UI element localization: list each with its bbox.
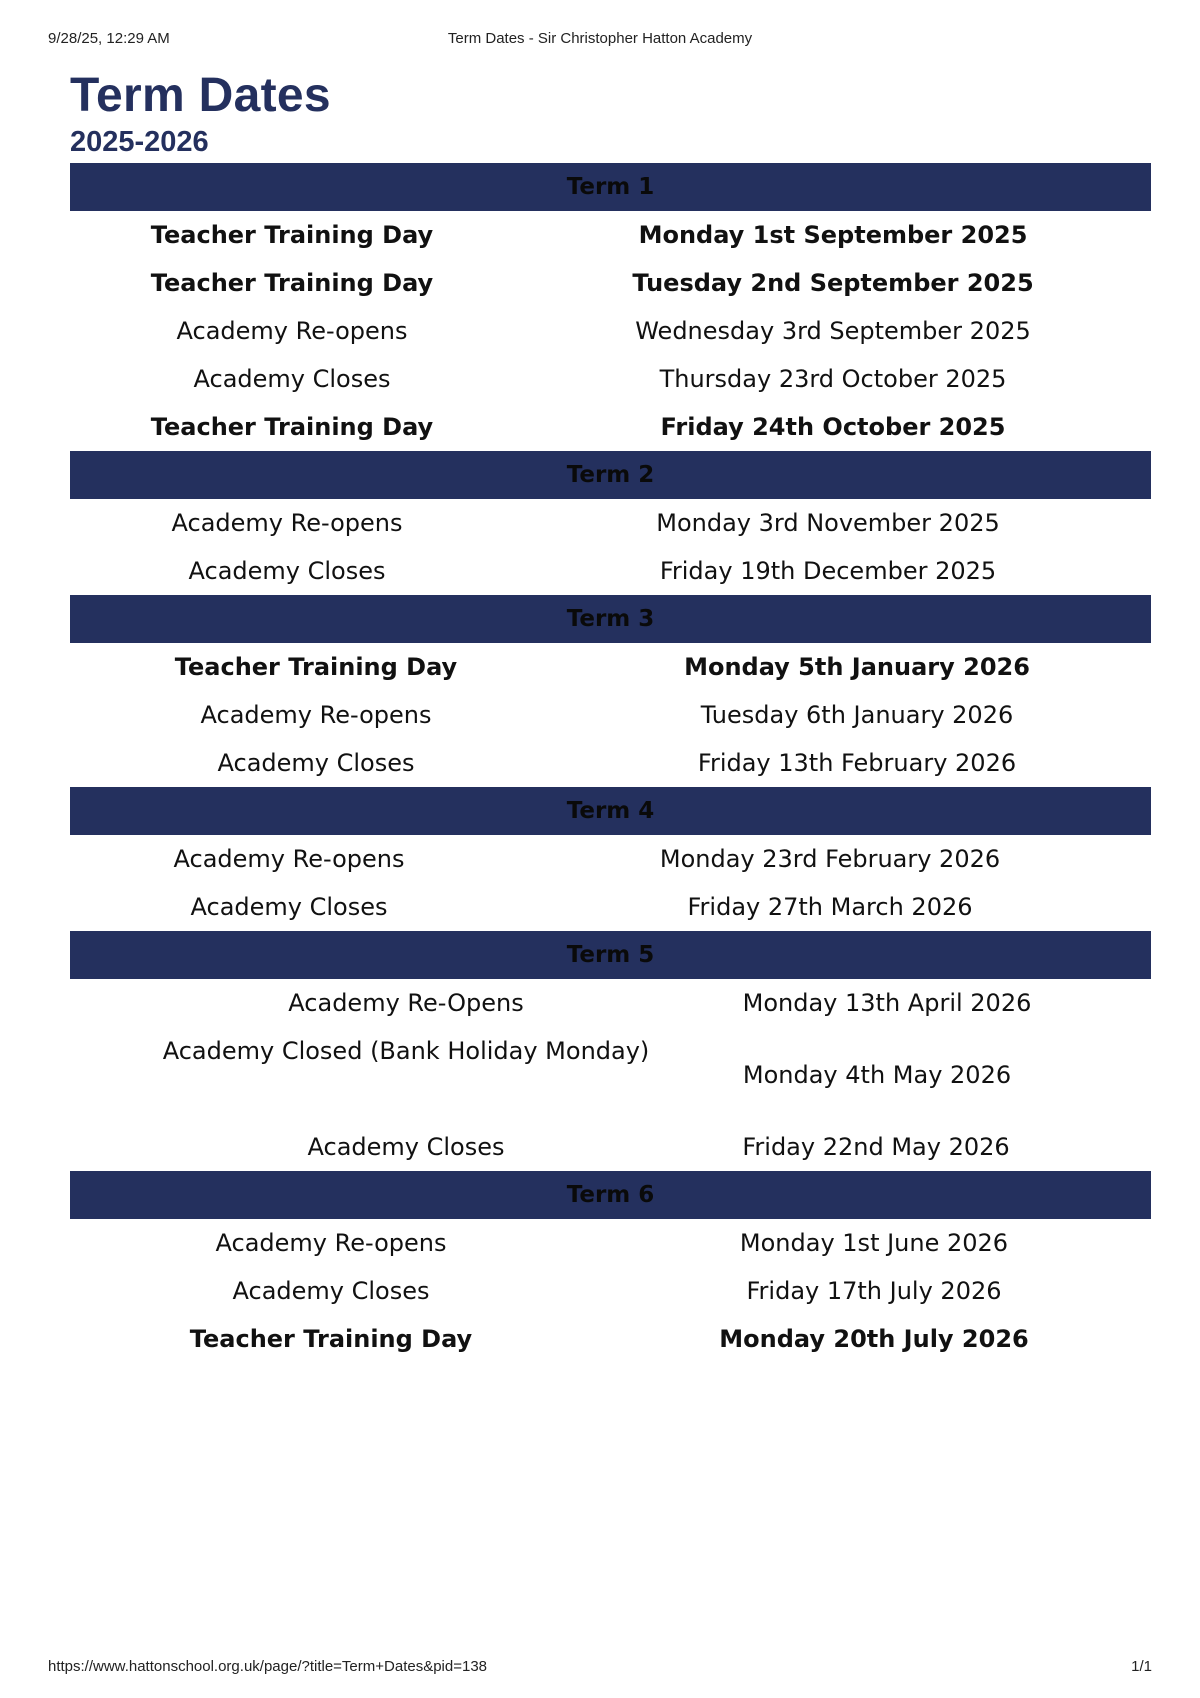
- table-row: [70, 259, 1151, 307]
- date-cell: Tuesday 6th January 2026: [700, 701, 1014, 729]
- date-cell: Friday 17th July 2026: [746, 1277, 1002, 1305]
- date-cell: Wednesday 3rd September 2025: [635, 317, 1031, 345]
- table-row: [70, 1219, 1151, 1267]
- term-dates-table: [70, 163, 1151, 1363]
- table-row: [70, 355, 1151, 403]
- table-row: [70, 739, 1151, 787]
- date-cell: Friday 27th March 2026: [687, 893, 973, 921]
- table-row: [70, 499, 1151, 547]
- date-cell: Thursday 23rd October 2025: [659, 365, 1007, 393]
- table-row: [70, 979, 1151, 1027]
- table-row: [70, 1315, 1151, 1363]
- print-header: [48, 30, 1152, 52]
- event-cell: Academy Re-opens: [173, 845, 405, 873]
- date-cell: Monday 1st June 2026: [739, 1229, 1009, 1257]
- date-cell: Monday 3rd November 2025: [656, 509, 1000, 537]
- date-cell: Tuesday 2nd September 2025: [632, 269, 1034, 297]
- event-cell: Academy Re-opens: [171, 509, 403, 537]
- event-cell: Academy Closes: [188, 557, 386, 585]
- page-number: 1/1: [1131, 1658, 1152, 1675]
- table-row: [70, 835, 1151, 883]
- event-cell: Academy Closes: [193, 365, 391, 393]
- date-cell: Monday 1st September 2025: [638, 221, 1028, 249]
- date-cell: Friday 24th October 2025: [660, 413, 1006, 441]
- event-cell: Academy Closed (Bank Holiday Monday): [162, 1037, 650, 1065]
- page-title: Term Dates: [70, 69, 331, 122]
- table-row: [70, 643, 1151, 691]
- date-cell: Monday 5th January 2026: [684, 653, 1030, 681]
- event-cell: Academy Closes: [307, 1133, 505, 1161]
- table-row: [70, 403, 1151, 451]
- event-cell: Teacher Training Day: [150, 413, 434, 441]
- event-cell: Academy Closes: [190, 893, 388, 921]
- event-cell: Teacher Training Day: [189, 1325, 473, 1353]
- table-row: [70, 547, 1151, 595]
- event-cell: Academy Re-opens: [200, 701, 432, 729]
- event-cell: Academy Re-opens: [215, 1229, 447, 1257]
- table-row: [70, 1027, 1151, 1123]
- print-page-title: Term Dates - Sir Christopher Hatton Academy: [447, 30, 753, 47]
- term-header: Term 2: [70, 451, 1151, 499]
- term-header: Term 3: [70, 595, 1151, 643]
- event-cell: Academy Re-Opens: [288, 989, 524, 1017]
- table-row: [70, 883, 1151, 931]
- date-cell: Monday 4th May 2026: [742, 1061, 1012, 1089]
- term-header: Term 6: [70, 1171, 1151, 1219]
- term-header: Term 1: [70, 163, 1151, 211]
- date-cell: Friday 19th December 2025: [659, 557, 997, 585]
- term-header: Term 4: [70, 787, 1151, 835]
- page-subtitle: 2025-2026: [70, 126, 209, 158]
- print-datetime: 9/28/25, 12:29 AM: [48, 30, 170, 47]
- event-cell: Teacher Training Day: [150, 269, 434, 297]
- date-cell: Friday 22nd May 2026: [742, 1133, 1010, 1161]
- date-cell: Monday 13th April 2026: [742, 989, 1032, 1017]
- event-cell: Teacher Training Day: [174, 653, 458, 681]
- table-row: [70, 307, 1151, 355]
- event-cell: Academy Closes: [217, 749, 415, 777]
- table-row: [70, 1267, 1151, 1315]
- event-cell: Academy Re-opens: [176, 317, 408, 345]
- print-url: https://www.hattonschool.org.uk/page/?title=Term+Dates&pid=138: [48, 1658, 488, 1675]
- date-cell: Monday 23rd February 2026: [659, 845, 1001, 873]
- event-cell: Teacher Training Day: [150, 221, 434, 249]
- date-cell: Friday 13th February 2026: [697, 749, 1017, 777]
- table-row: [70, 1123, 1151, 1171]
- event-cell: Academy Closes: [232, 1277, 430, 1305]
- table-row: [70, 691, 1151, 739]
- print-footer: [48, 1618, 1152, 1698]
- date-cell: Monday 20th July 2026: [719, 1325, 1029, 1353]
- table-row: [70, 211, 1151, 259]
- term-header: Term 5: [70, 931, 1151, 979]
